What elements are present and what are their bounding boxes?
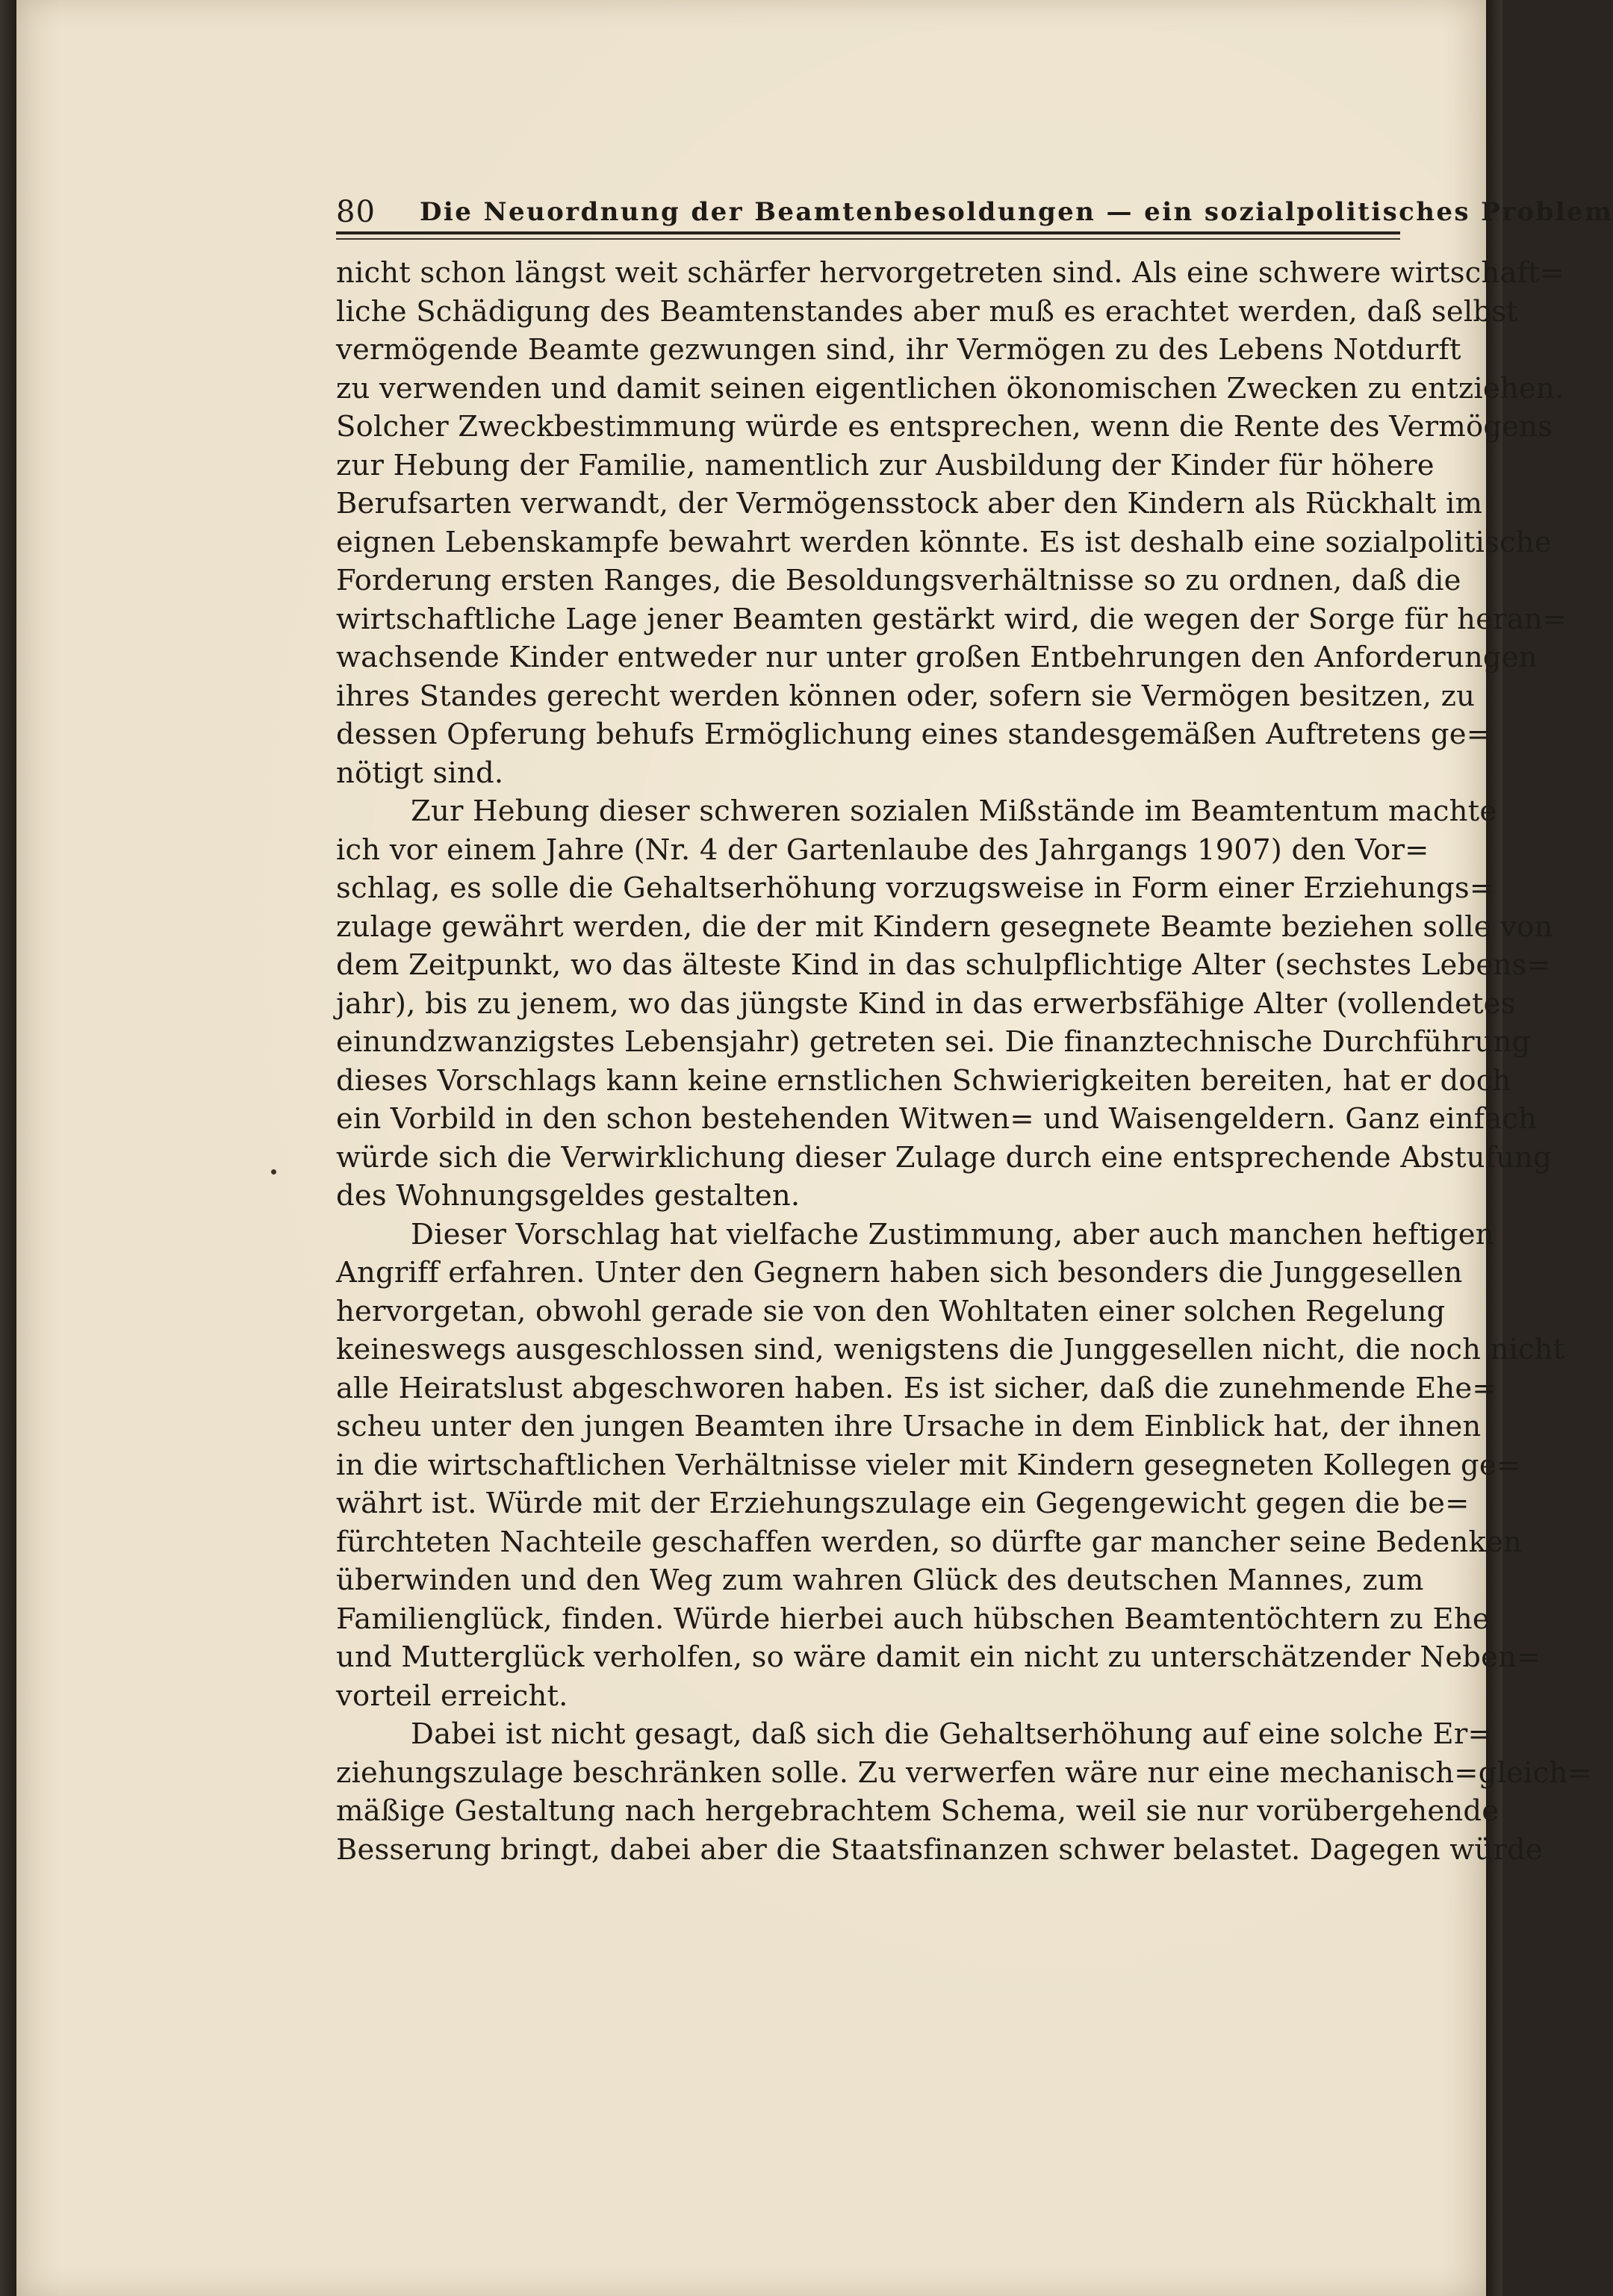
text-line: ein Vorbild in den schon bestehenden Witwen= und Waisengeldern. Ganz einfach (336, 1102, 1538, 1136)
text-line: zu verwenden und damit seinen eigentlichen ökonomischen Zwecken zu entziehen. (336, 371, 1564, 405)
text-line: zur Hebung der Familie, namentlich zur Ausbildung der Kinder für höhere (336, 448, 1435, 482)
text-line: Besserung bringt, dabei aber die Staatsfinanzen schwer belastet. Dagegen würde (336, 1832, 1543, 1867)
paragraph-first-line: Zur Hebung dieser schweren sozialen Mißstände im Beamtentum machte (411, 794, 1497, 828)
text-line: schlag, es solle die Gehaltserhöhung vorzugsweise in Form einer Erziehungs= (336, 871, 1494, 905)
text-line: ich vor einem Jahre (Nr. 4 der Gartenlaube des Jahrgangs 1907) den Vor= (336, 833, 1429, 867)
text-line: zulage gewährt werden, die der mit Kindern gesegnete Beamte beziehen solle von (336, 909, 1553, 944)
text-line: wirtschaftliche Lage jener Beamten gestärkt wird, die wegen der Sorge für heran= (336, 602, 1567, 636)
header-rule-thin (336, 238, 1400, 240)
text-line: ziehungszulage beschränken solle. Zu verwerfen wäre nur eine mechanisch=gleich= (336, 1755, 1592, 1790)
text-line: liche Schädigung des Beamtenstandes aber muß es erachtet werden, daß selbst (336, 294, 1518, 329)
text-line: hervorgetan, obwohl gerade sie von den Wohltaten einer solchen Regelung (336, 1294, 1446, 1328)
text-line: dessen Opferung behufs Ermöglichung eines standesgemäßen Auftretens ge= (336, 718, 1491, 751)
text-line: vorteil erreicht. (336, 1679, 568, 1713)
text-line: ihres Standes gerecht werden können oder, sofern sie Vermögen besitzen, zu (336, 679, 1476, 713)
text-line: Berufsarten verwandt, der Vermögensstock aber den Kindern als Rückhalt im (336, 487, 1483, 520)
text-line: vermögende Beamte gezwungen sind, ihr Vermögen zu des Lebens Notdurft (336, 333, 1461, 367)
text-line: scheu unter den jungen Beamten ihre Ursache in dem Einblick hat, der ihnen (336, 1410, 1482, 1443)
text-line: nötigt sind. (336, 756, 504, 790)
paragraph-first-line: Dieser Vorschlag hat vielfache Zustimmung, aber auch manchen heftigen (411, 1217, 1494, 1251)
text-line: eignen Lebenskampfe bewahrt werden könnte. Es ist deshalb eine sozialpolitische (336, 525, 1552, 559)
page-number: 80 (336, 195, 376, 229)
text-line: wachsende Kinder entweder nur unter großen Entbehrungen den Anforderungen (336, 641, 1538, 674)
text-line: Forderung ersten Ranges, die Besoldungsverhältnisse so zu ordnen, daß die (336, 564, 1461, 597)
text-line: keineswegs ausgeschlossen sind, wenigstens die Junggesellen nicht, die noch nicht (336, 1333, 1565, 1366)
text-line: und Mutterglück verholfen, so wäre damit ein nicht zu unterschätzender Neben= (336, 1640, 1541, 1674)
text-line: Familienglück, finden. Würde hierbei auch hübschen Beamtentöchtern zu Ehe (336, 1602, 1490, 1636)
text-line: in die wirtschaftlichen Verhältnisse vieler mit Kindern gesegneten Kollegen ge= (336, 1448, 1521, 1482)
text-line: dieses Vorschlags kann keine ernstlichen Schwierigkeiten bereiten, hat er doch (336, 1063, 1511, 1098)
paragraph-first-line: Dabei ist nicht gesagt, daß sich die Gehaltserhöhung auf eine solche Er= (411, 1717, 1492, 1751)
text-line: würde sich die Verwirklichung dieser Zulage durch eine entsprechende Abstufung (336, 1140, 1552, 1175)
body-text (336, 254, 1592, 1869)
header-rule-thick (336, 231, 1400, 234)
text-line: alle Heiratslust abgeschworen haben. Es ist sicher, daß die zunehmende Ehe= (336, 1371, 1497, 1405)
text-line: nicht schon längst weit schärfer hervorgetreten sind. Als eine schwere wirtschaft= (336, 256, 1564, 290)
ink-speck (271, 1169, 276, 1175)
running-head: Die Neuordnung der Beamtenbesoldungen — ein sozialpolitisches Problem (420, 197, 1613, 227)
text-line: mäßige Gestaltung nach hergebrachtem Schema, weil sie nur vorübergehende (336, 1794, 1499, 1828)
text-line: jahr), bis zu jenem, wo das jüngste Kind in das erwerbsfähige Alter (vollendetes (336, 986, 1516, 1021)
text-line: Angriff erfahren. Unter den Gegnern haben sich besonders die Junggesellen (336, 1256, 1463, 1289)
text-line: dem Zeitpunkt, wo das älteste Kind in das schulpflichtige Alter (sechstes Lebens= (336, 948, 1551, 982)
text-line: währt ist. Würde mit der Erziehungszulage ein Gegengewicht gegen die be= (336, 1487, 1470, 1520)
page-header (336, 190, 1613, 234)
text-line: überwinden und den Weg zum wahren Glück des deutschen Mannes, zum (336, 1564, 1424, 1597)
text-line: einundzwanzigstes Lebensjahr) getreten sei. Die finanztechnische Durchführung (336, 1025, 1531, 1059)
text-line: fürchteten Nachteile geschaffen werden, so dürfte gar mancher seine Bedenken (336, 1525, 1523, 1559)
text-line: des Wohnungsgeldes gestalten. (336, 1179, 801, 1213)
text-line: Solcher Zweckbestimmung würde es entsprechen, wenn die Rente des Vermögens (336, 410, 1553, 444)
